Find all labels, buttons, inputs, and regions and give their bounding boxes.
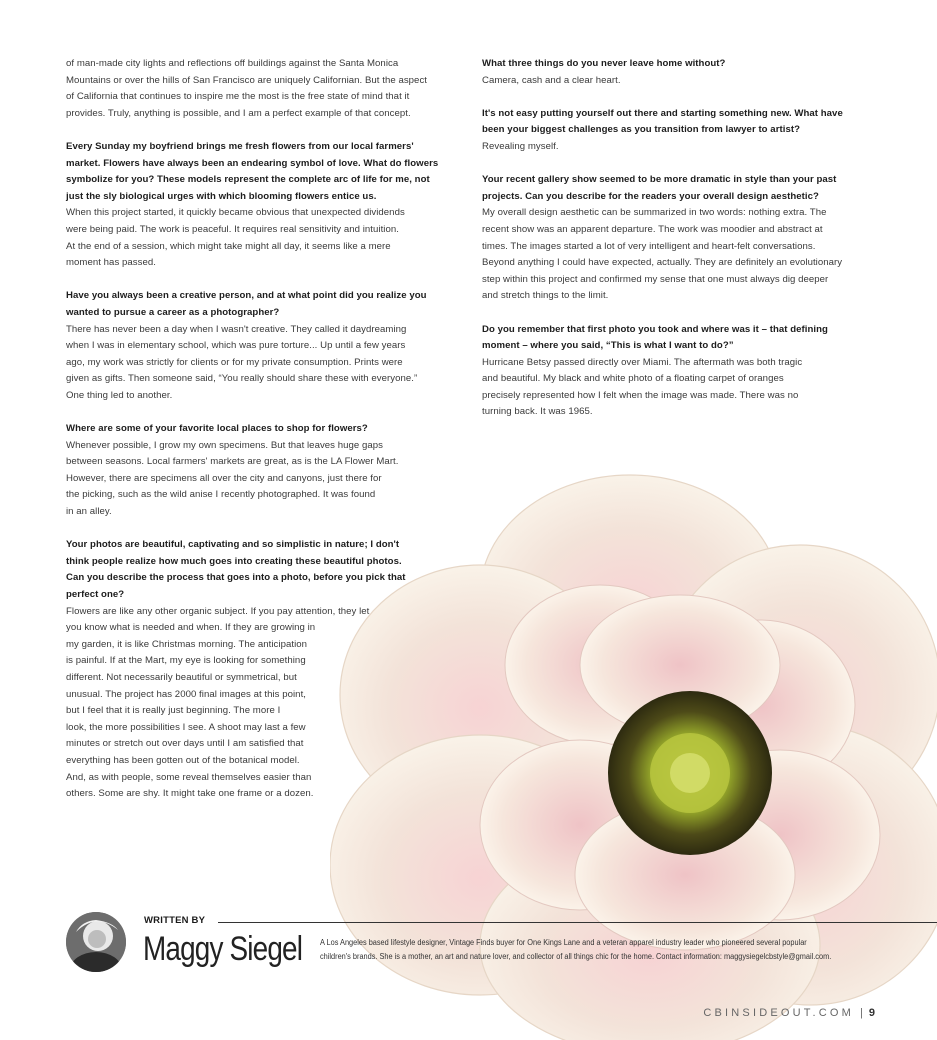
- qa-block: [482, 106, 875, 156]
- qa-block: [482, 56, 875, 89]
- question-text: Every Sunday my boyfriend brings me fresh flowers from our local farmers' market. Flowers have always been an endearing symbol of love. What do flowers symbolize for you? These models represent the complete arc of life for me, not just the sly biological urges with which blooming flowers entice us.: [66, 140, 439, 202]
- question-text: Your recent gallery show seemed to be more dramatic in style than your past projects. Can you describe for the readers your overall design aesthetic?: [482, 174, 837, 202]
- question-text: Have you always been a creative person, and at what point did you realize you wanted to pursue a career as a photographer?: [66, 290, 427, 318]
- avatar: [66, 912, 126, 972]
- author-bio: A Los Angeles based lifestyle designer, Vintage Finds buyer for One Kings Lane and a veteran apparel industry leader who pioneered several popular children's brands. She is a mother, an art and nature lover, and collector of all things chic for the home. Contact information: maggysiegelcbstyle@gmail.com.: [320, 938, 832, 961]
- question-text: Do you remember that first photo you took and where was it – that defining moment – where you said, “This is what I want to do?”: [482, 323, 828, 352]
- site-name: CBINSIDEOUT.COM: [703, 1007, 855, 1019]
- author-name: Maggy Siegel: [143, 930, 303, 968]
- divider: [218, 922, 937, 923]
- qa-block: [66, 288, 459, 404]
- footer-separator: |: [860, 1007, 863, 1019]
- answer-text: Camera, cash and a clear heart.: [482, 74, 621, 86]
- written-by-label: WRITTEN BY: [144, 915, 206, 926]
- question-text: What three things do you never leave home without?: [482, 58, 726, 69]
- answer-text: Revealing myself.: [482, 140, 559, 152]
- left-column: [66, 56, 459, 819]
- right-column: [482, 56, 875, 438]
- qa-block: [66, 537, 459, 803]
- answer-text: Hurricane Betsy passed directly over Miami. The aftermath was both tragic and beautiful. My black and white photo of a floating carpet of oranges precisely represented how I felt when the image was made. There was no turning back. It was 1965.: [482, 356, 803, 418]
- answer-text: My overall design aesthetic can be summarized in two words: nothing extra. The recent show was an apparent departure. The work was moodier and abstract at times. The images started a lot of very intelligent and heart-felt conversations. Beyond anything I could have expected, actually. They are definitely an evolutionary step within this project and confirmed my sense that one must always dig deeper and stretch things to the limit.: [482, 207, 843, 302]
- answer-text: When this project started, it quickly became obvious that unexpected dividends were being paid. The work is peaceful. It requires real sensitivity and intuition. At the end of a session, which might take might all day, it seems like a mere moment has passed.: [66, 207, 405, 269]
- qa-block: [482, 322, 875, 422]
- qa-block: [482, 172, 875, 305]
- answer-text: of man-made city lights and reflections off buildings against the Santa Monica Mountains or over the hills of San Francisco are uniquely Californian. But the aspect of California that continues to inspire me the most is the free state of mind that it provides. Truly, anything is possible, and I am a perfect example of that concept.: [66, 58, 428, 119]
- page-footer: [703, 1007, 875, 1019]
- answer-text: Flowers are like any other organic subject. If you pay attention, they let you know what is needed and when. If they are growing in my garden, it is like Christmas morning. The anticipation is painful. If at the Mart, my eye is looking for something different. Not necessarily beautiful or symmetrical, but unusual. The project has 2000 final images at this point, but I feel that it is really just beginning. The more I look, the more possibilities I see. A shoot may last a few minutes or stretch out over days until I am satisfied that everything has been gotten out of the botanical model. And, as with people, some reveal themselves easier than others. Some are shy. It might take one frame or a dozen.: [66, 605, 370, 800]
- qa-block: [66, 56, 459, 122]
- question-text: It's not easy putting yourself out there and starting something new. What have been your biggest challenges as you transition from lawyer to artist?: [482, 107, 843, 136]
- page-number: 9: [868, 1007, 875, 1019]
- author-block: [66, 912, 937, 982]
- question-text: Your photos are beautiful, captivating and so simplistic in nature; I don't think people realize how much goes into creating these beautiful photos. Can you describe the process that goes into a photo, before you pick that perfect one?: [66, 539, 406, 600]
- author-portrait-icon: [66, 912, 126, 972]
- question-text: Where are some of your favorite local places to shop for flowers?: [66, 423, 368, 435]
- qa-block: [66, 421, 459, 521]
- qa-block: [66, 139, 459, 272]
- answer-text: Whenever possible, I grow my own specimens. But that leaves huge gaps between seasons. Local farmers' markets are great, as is the LA Flower Mart. However, there are specimens all over the city and canyons, just there for the picking, such as the wild anise I recently photographed. It was found in an alley.: [66, 439, 399, 518]
- answer-text: There has never been a day when I wasn't creative. They called it daydreaming when I was in elementary school, which was pure torture... Up until a few years ago, my work was strictly for clients or for my private consumption. Prints were given as gifts. Then someone said, “You really should share these with everyone.” One thing led to another.: [66, 323, 418, 401]
